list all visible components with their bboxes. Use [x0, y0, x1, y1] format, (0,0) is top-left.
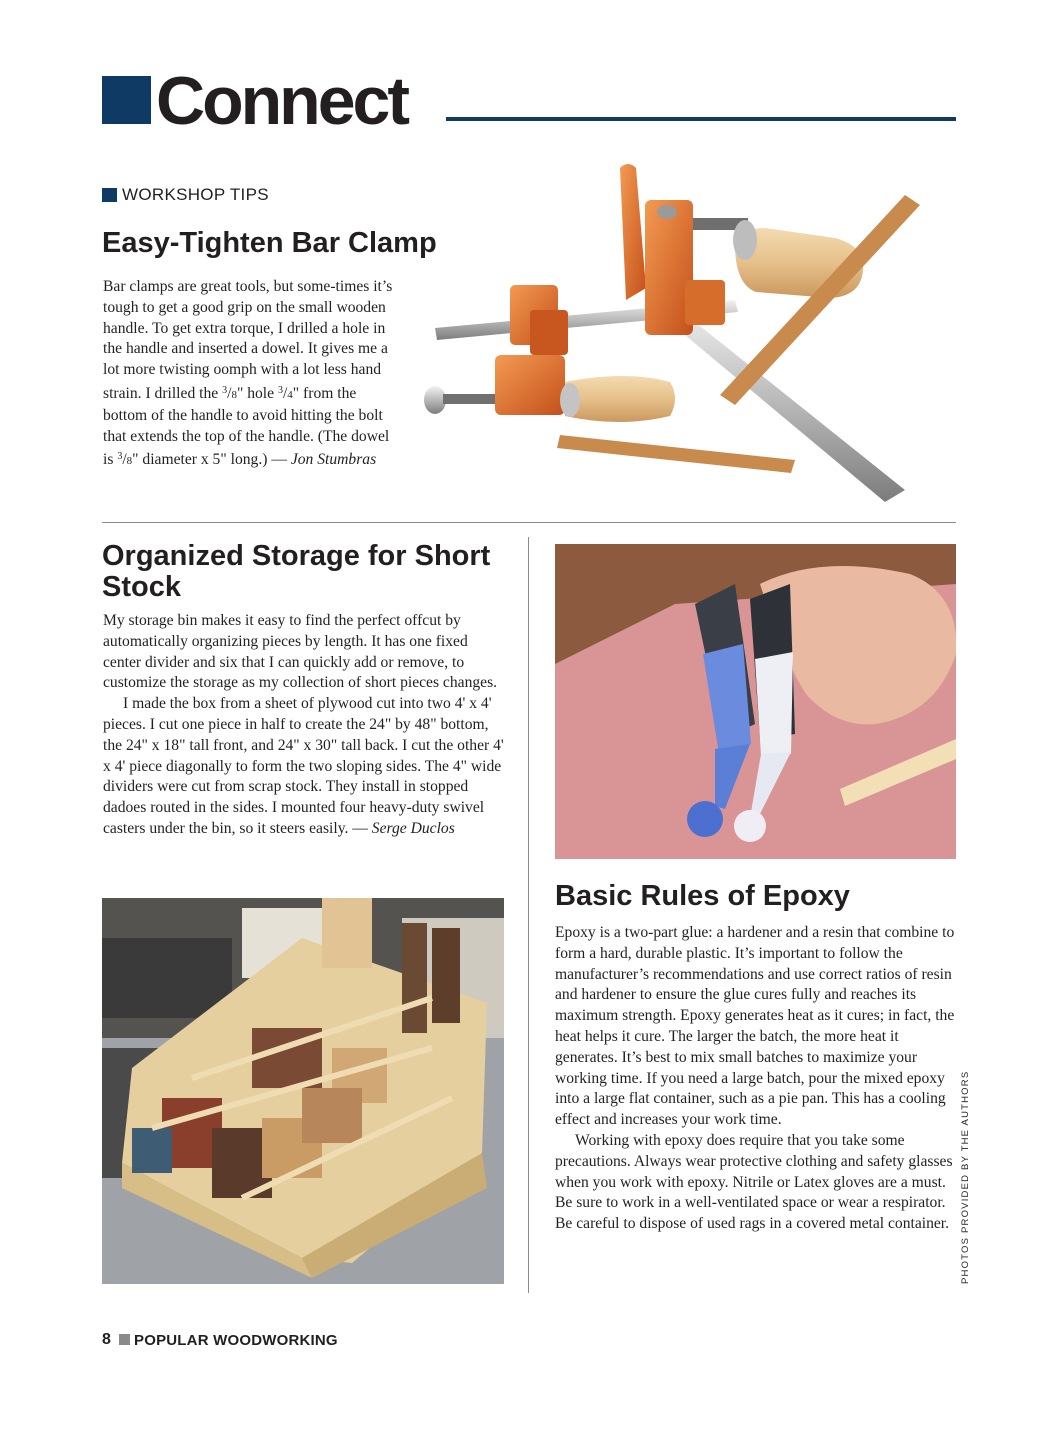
storage-tip-title: Organized Storage for Short Stock: [102, 540, 491, 603]
epoxy-para-2: Working with epoxy does require that you take some precautions. Always wear protective clothing and safety glasses when you work with epoxy. Nitrile or Latex gloves are a must. Be sure to work in a well-ventilated space or wear a respirator. Be careful to dispose of used rags in a covered metal container.: [555, 1131, 953, 1233]
publication-name: POPULAR WOODWORKING: [134, 1332, 338, 1349]
page-number: 8: [102, 1331, 111, 1348]
storage-para-2: I made the box from a sheet of plywood cut into two 4' x 4' pieces. I cut one piece in half to create the 24" by 48" bottom, the 24" x 18" tall front, and 24" x 30" tall back. I cut the other 4' x 4' piece diagonally to form the two sloping sides. The 4" wide dividers were cut from scrap stock. They install in stopped dadoes routed in the sides. I mounted four heavy-duty swivel casters under the bin, so it steers easily. — Serge Duclos: [103, 695, 504, 837]
photo-credit: PHOTOS PROVIDED BY THE AUTHORS: [960, 1070, 971, 1284]
header-square: [102, 76, 151, 124]
bar-clamp-photo: [405, 160, 965, 505]
section-label: WORKSHOP TIPS: [122, 185, 269, 204]
clamp-tip-title: Easy-Tighten Bar Clamp: [102, 227, 437, 259]
section-square: [102, 188, 117, 202]
horizontal-divider: [102, 522, 956, 523]
clamp-tip-body: Bar clamps are great tools, but some-times it’s tough to get a good grip on the small wooden handle. To get extra torque, I drilled a hole in the handle and inserted a dowel. It gives me a lot more twisting oomph with a lot less hand strain. I drilled the $^3$/8" hole $^3$/4" from the bottom of the handle to avoid hitting the bolt that extends the top of the handle. (The dowel is $^3$/8" diameter x 5" long.) — Jon Stumbras: [103, 278, 393, 469]
epoxy-para-1: Epoxy is a two-part glue: a hardener and a resin that combine to form a hard, durable plastic. It’s important to follow the manufacturer’s recommendations and use correct ratios of resin and hardener to ensure the glue cures fully and reaches its maximum strength. Epoxy generates heat as it cures; in fact, the heat helps it cure. The larger the batch, the more heat it generates. It’s best to mix small batches to maximize your working time. If you need a large batch, pour the mixed epoxy into a large flat container, such as a pie pan. This has a cooling effect and increases your work time.: [555, 924, 955, 1129]
clamp-tip-author: Jon Stumbras: [290, 451, 377, 469]
folio-square: [119, 1334, 130, 1345]
column-divider: [528, 537, 529, 1293]
epoxy-syringe-photo: [555, 544, 956, 859]
epoxy-tip-title: Basic Rules of Epoxy: [555, 880, 850, 912]
storage-bin-photo: [102, 898, 504, 1284]
storage-tip-body: [103, 611, 508, 840]
header-rule: [446, 117, 956, 121]
storage-para-1: My storage bin makes it easy to find the perfect offcut by automatically organizing pieces by length. It has one fixed center divider and six that I can quickly add or remove, to customize the storage as my collection of short pieces changes.: [103, 612, 498, 692]
page-title: Connect: [156, 63, 407, 139]
epoxy-tip-body: [555, 923, 960, 1235]
storage-tip-author: Serge Duclos: [371, 819, 455, 837]
